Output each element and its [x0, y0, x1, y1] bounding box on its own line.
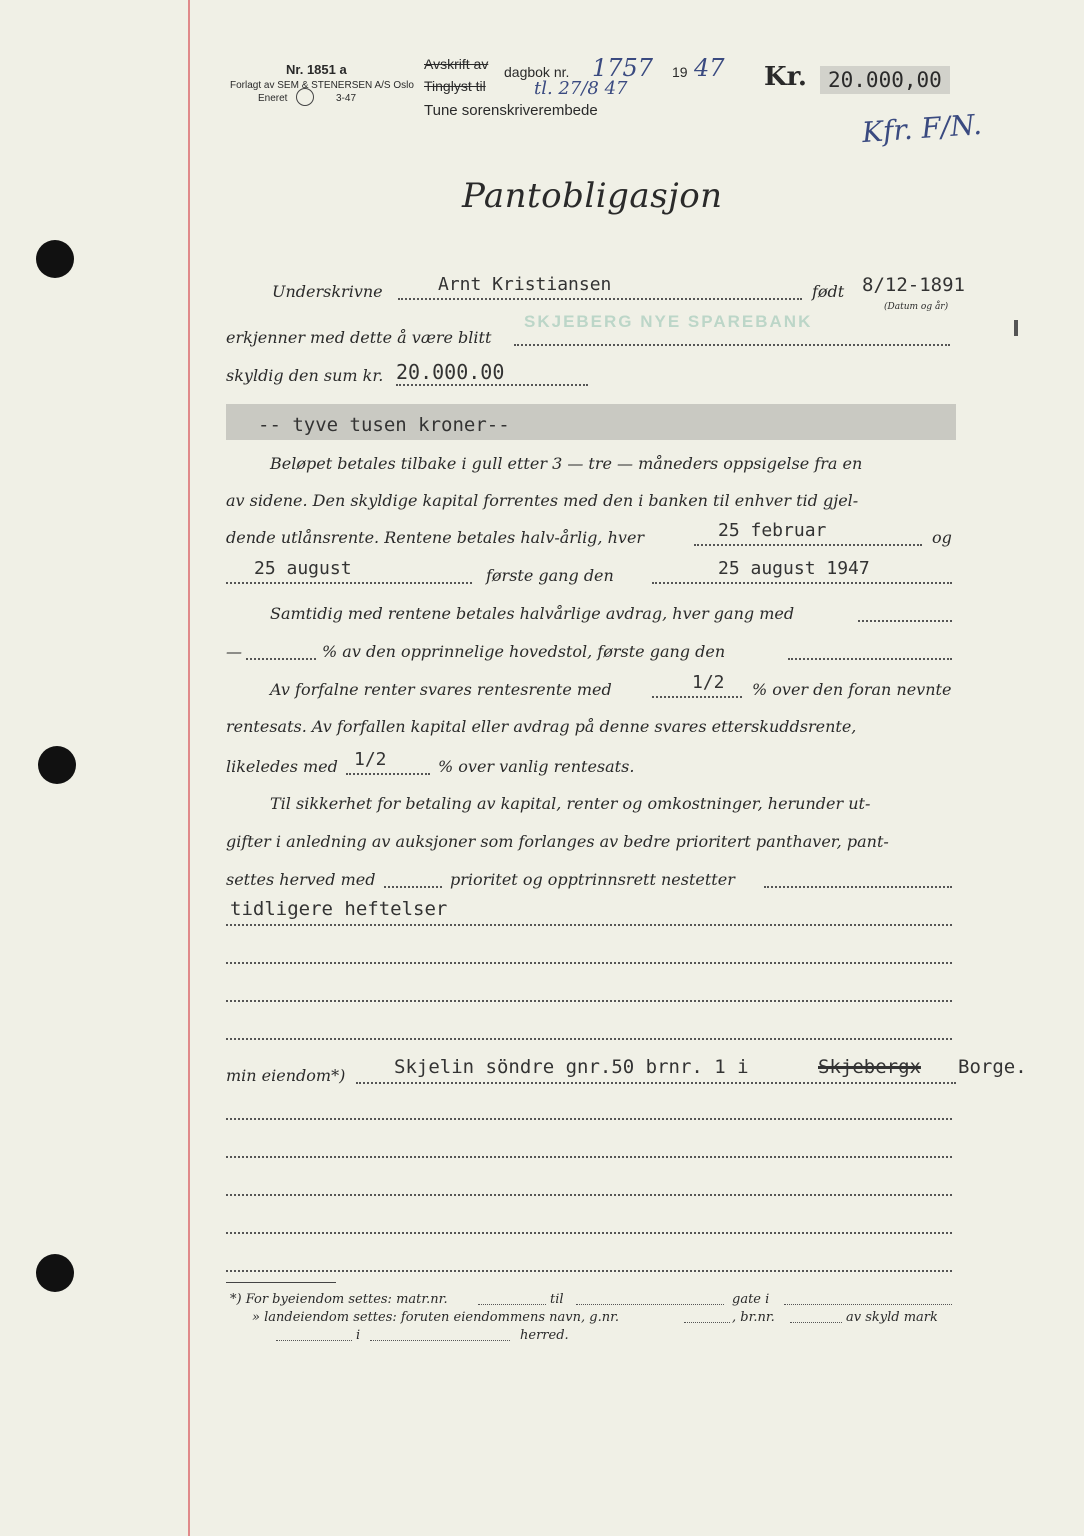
- amount-words: -- tyve tusen kroner--: [258, 414, 510, 436]
- datum-note: (Datum og år): [884, 302, 949, 312]
- para3-line1: Av forfalne renter svares rentesrente med: [270, 680, 612, 699]
- punch-hole-middle: [38, 746, 76, 784]
- footnote-line2-b: , br.nr.: [732, 1310, 775, 1325]
- prior-value: tidligere heftelser: [230, 898, 448, 920]
- dots-erkjenner: [514, 344, 950, 346]
- forste-gang-date: 25 august 1947: [718, 558, 870, 579]
- kfr-note: Kfr. F/N.: [860, 107, 983, 150]
- underskrivne-value: Arnt Kristiansen: [438, 274, 612, 295]
- dots-nestetter: [764, 886, 952, 888]
- dagbok-number: 1757: [592, 54, 654, 82]
- margin-pencil-mark: [1014, 320, 1018, 336]
- avskrift-label: Avskrift av: [424, 56, 489, 72]
- footnote-line1-c: gate i: [732, 1292, 770, 1307]
- margin-line: [188, 0, 190, 1536]
- dots-eiendom-2: [226, 1156, 952, 1158]
- punch-hole-top: [36, 240, 74, 278]
- dots-eiendom-1: [226, 1118, 952, 1120]
- dots-prior-4: [226, 1038, 952, 1040]
- eiendom-label: min eiendom*): [226, 1066, 346, 1085]
- eiendom-value-b: Borge.: [958, 1056, 1027, 1078]
- para3-line1-b: % over den foran nevnte: [752, 680, 952, 699]
- dots-eiendom-4: [226, 1232, 952, 1234]
- para4-line2: gifter i anledning av auksjoner som forlanges av bedre prioritert panthaver, pant-: [226, 832, 889, 851]
- para4-line3: settes herved med: [226, 870, 376, 889]
- dots-prior-2: [226, 962, 952, 964]
- footnote-line1-a: *) For byeiendom settes: matr.nr.: [230, 1292, 448, 1307]
- underskrivne-label: Underskrivne: [272, 282, 383, 301]
- dots-prior-1: [226, 924, 952, 926]
- rente-date-2: 25 august: [254, 558, 352, 579]
- dots-fn3-b: [370, 1340, 510, 1341]
- dots-fn2-b: [790, 1322, 842, 1323]
- dots-fn1-a: [478, 1304, 546, 1305]
- para1-line3: dende utlånsrente. Rentene betales halv-årlig, hver: [226, 528, 645, 547]
- dots-avdrag: [858, 620, 952, 622]
- dots-forste-gang: [652, 582, 952, 584]
- forste-gang-label: første gang den: [486, 566, 614, 585]
- publisher-logo-icon: [296, 88, 314, 106]
- og-label: og: [932, 528, 952, 547]
- form-number: Nr. 1851 a: [286, 62, 347, 77]
- para3-line3-b: % over vanlig rentesats.: [438, 757, 635, 776]
- rente-date-1: 25 februar: [718, 520, 827, 541]
- para4-line1: Til sikkerhet for betaling av kapital, renter og omkostninger, herunder ut-: [270, 794, 871, 813]
- dots-fn2-a: [684, 1322, 730, 1323]
- dots-eiendom-5: [226, 1270, 952, 1272]
- para1-line2: av sidene. Den skyldige kapital forrentes med den i banken til enhver tid gjel-: [226, 491, 859, 510]
- dots-fn1-c: [784, 1304, 952, 1305]
- skyldig-label: skyldig den sum kr.: [226, 366, 384, 385]
- dots-settes: [384, 886, 442, 888]
- dots-skyldig: [396, 384, 588, 386]
- dots-prior-3: [226, 1000, 952, 1002]
- dots-likeledes: [346, 773, 430, 775]
- fodt-label: født: [812, 282, 845, 301]
- office-name: Tune sorenskriverembede: [424, 102, 598, 119]
- eiendom-struck: Skjebergx: [818, 1056, 921, 1078]
- footnote-rule: [226, 1282, 336, 1283]
- dots-rente-date-2: [226, 582, 472, 584]
- dots-eiendom: [356, 1082, 956, 1084]
- fodt-value: 8/12-1891: [862, 274, 965, 296]
- dagbok-label: dagbok nr.: [504, 64, 570, 80]
- para2-line1: Samtidig med rentene betales halvårlige avdrag, hver gang med: [270, 604, 795, 623]
- para1-line1: Beløpet betales tilbake i gull etter 3 — tre — måneders oppsigelse fra en: [270, 454, 863, 473]
- publisher-date: 3-47: [336, 93, 357, 104]
- kr-amount: 20.000,00: [820, 66, 950, 94]
- document-title: Pantobligasjon: [462, 176, 723, 216]
- dots-hver: [694, 544, 922, 546]
- para3-line2: rentesats. Av forfallen kapital eller avdrag på denne svares etterskuddsrente,: [226, 717, 857, 736]
- creditor-stamp: SKJEBERG NYE SPAREBANK: [524, 312, 813, 331]
- dots-underskrivne: [398, 298, 802, 300]
- dots-eiendom-3: [226, 1194, 952, 1196]
- para2-line2: % av den opprinnelige hovedstol, første gang den: [322, 642, 726, 661]
- punch-hole-bottom: [36, 1254, 74, 1292]
- footnote-line2-c: av skyld mark: [846, 1310, 938, 1325]
- dots-forste-gang-avdrag: [788, 658, 952, 660]
- dots-rentesrente: [652, 696, 742, 698]
- year-prefix: 19: [672, 64, 688, 80]
- footnote-line3-a: i: [356, 1328, 361, 1343]
- publisher-line: Forlagt av SEM & STENERSEN A/S Oslo: [230, 80, 414, 91]
- rentesrente-value: 1/2: [692, 672, 725, 693]
- kr-label: Kr.: [764, 62, 807, 92]
- tinglyst-label: Tinglyst til: [424, 78, 486, 94]
- dots-fn1-b: [576, 1304, 724, 1305]
- footnote-line3-b: herred.: [520, 1328, 569, 1343]
- likeledes-value: 1/2: [354, 749, 387, 770]
- year-value: 47: [694, 54, 725, 82]
- para2-dash: —: [226, 642, 242, 661]
- eiendom-value: Skjelin söndre gnr.50 brnr. 1 i: [394, 1056, 749, 1078]
- tinglyst-date: tl. 27/8 47: [534, 78, 628, 99]
- dots-fn3-a: [276, 1340, 352, 1341]
- publisher-eneret: Eneret: [258, 93, 288, 104]
- skyldig-value: 20.000.00: [396, 360, 505, 384]
- para3-line3: likeledes med: [226, 757, 338, 776]
- dots-percent: [246, 658, 316, 660]
- footnote-line2-a: » landeiendom settes: foruten eiendommens navn, g.nr.: [252, 1310, 619, 1325]
- erkjenner-label: erkjenner med dette å være blitt: [226, 328, 492, 347]
- footnote-line1-b: til: [550, 1292, 564, 1307]
- para4-line3-b: prioritet og opptrinnsrett nestetter: [450, 870, 735, 889]
